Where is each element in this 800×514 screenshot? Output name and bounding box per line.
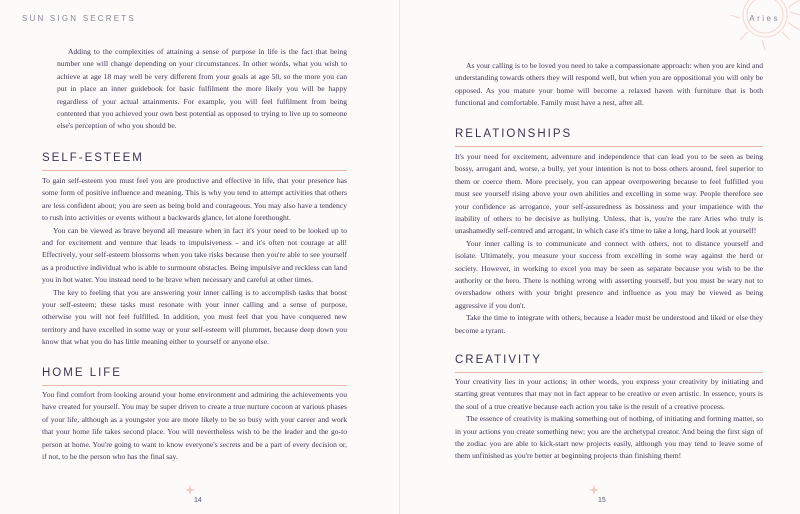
page-number-right: 15 <box>598 497 606 504</box>
heading-rule <box>42 385 347 386</box>
section-heading-home-life: HOME LIFE <box>42 367 122 379</box>
section-heading-relationships: RELATIONSHIPS <box>455 128 573 140</box>
page-number-left: 14 <box>194 497 202 504</box>
right-intro <box>455 60 763 110</box>
home-life-body <box>42 389 347 463</box>
right-intro-paragraph: As your calling is to be loved you need to take a compassionate approach: when you are kind and understanding towards others they will respond well, but when you are oppositional you will only be opposed. As you mature your home will become a relaxed haven with furniture that is both functional and comfortable. Family must have a nest, after all. <box>455 61 763 108</box>
section-heading-self-esteem: SELF-ESTEEM <box>42 152 144 164</box>
relationships-body <box>455 151 763 337</box>
heading-rule <box>455 372 763 373</box>
right-page <box>400 0 800 514</box>
creativity-paragraph-2: The essence of creativity is making something out of nothing, of initiating and forming matter, so in your actions you create something new; you are the archetypal creator. And being the first sign of the zodiac you are able to kick-start new projects easily, although you may tend to leave some of them unfinished as you're better at beginning projects than finishing them! <box>455 414 763 461</box>
self-esteem-paragraph-1: To gain self-esteem you must feel you are productive and effective in life, that your presence has some form of positive influence and meaning. This is why you tend to attempt activities that others are less confident about; you are seen as being bold and courageous. You may also have a tendency to rush into activities or events without a backwards glance, let alone forethought. <box>42 176 347 223</box>
running-head-right: Aries <box>749 14 780 23</box>
self-esteem-paragraph-3: The key to feeling that you are answering your inner calling is to accomplish tasks that boost your self-esteem; these tasks must resonate with your inner calling and a sense of purpose, otherwise you will not feel fulfilled. In addition, you must feel that you have conquered new territory and have excelled in some way or your self-esteem will plummet, because deep down you know that what you do has little meaning either to yourself or anyone else. <box>42 287 347 347</box>
heading-rule <box>42 170 347 171</box>
left-intro <box>57 46 347 133</box>
relationships-paragraph-2: Your inner calling is to communicate and connect with others, not to distance yourself and isolate. Ultimately, you measure your success from excelling in some way against the herd or society. However, in working to excel you may be seen as separate because you wish to be the authority or the hero. There is nothing wrong with asserting yourself, but you must be wary not to overshadow others with your bright presence and influence as you may be viewed as being aggressive if you don't. <box>455 238 763 310</box>
star-icon <box>184 484 196 496</box>
left-intro-paragraph: Adding to the complexities of attaining a sense of purpose in life is the fact that being number one will change depending on your circumstances. In other words, what you wish to achieve at age 18 may well be very different from your goals at age 50, so the more you can put in place an inner guidebook for basic fulfilment the more likely you will be happy regardless of your actual attainments. For example, you will feel fulfilment from being contented that you achieved your own best potential as opposed to trying to live up to someone else's perception of who you should be. <box>57 47 347 131</box>
home-life-paragraph: You find comfort from looking around your home environment and admiring the achievements you have created for yourself. You may be super driven to create a true nurture cocoon at various phases of your life, although as a youngster you are more likely to be so busy with your career and work that your home life takes second place. You will nevertheless wish to be the leader and the go-to person at home. You're going to want to know everyone's secrets and be a part of every decision or, if not, to be the person who has the final say. <box>42 390 347 462</box>
creativity-body <box>455 376 763 463</box>
creativity-paragraph-1: Your creativity lies in your actions; in other words, you express your creativity by initiating and starting great ventures that may not in fact appear to be creative or even artistic. In essence, yours is the soul of a true creative because each action you take is the result of a creative process. <box>455 377 763 411</box>
section-heading-creativity: CREATIVITY <box>455 354 542 366</box>
star-icon <box>588 484 600 496</box>
heading-rule <box>455 146 763 147</box>
self-esteem-body <box>42 175 347 349</box>
relationships-paragraph-1: It's your need for excitement, adventure and independence that can lead you to be seen as being bossy, arrogant and, worse, a bully, yet your intention is not to boss others around, feel superior to them or coerce them. More precisely, you can appear overpowering because to feel fulfilled you must see yourself rising above your own abilities and excelling in some way. People therefore see your confidence as arrogance, your self-assuredness as bossiness and your impatience with the inability of others to be decisive as bullying. Unless, that is, you're the rare Aries who truly is unashamedly self-centred and arrogant, in which case it's time to take a long, hard look at yourself! <box>455 152 763 236</box>
relationships-paragraph-3: Take the time to integrate with others, because a leader must be understood and liked or else they become a tyrant. <box>455 313 763 335</box>
running-head-left: SUN SIGN SECRETS <box>22 14 136 23</box>
self-esteem-paragraph-2: You can be viewed as brave beyond all measure when in fact it's your need to be looked up to and for excitement and venture that leads to impulsiveness – and it's often not courage at all! Effectively, your self-esteem blossoms when you take risks because then you're able to see yourself as a productive individual who is able to surmount obstacles. Being impulsive and reckless can land you in hot water. You instead need to be brave when necessary and careful at other times. <box>42 225 347 285</box>
